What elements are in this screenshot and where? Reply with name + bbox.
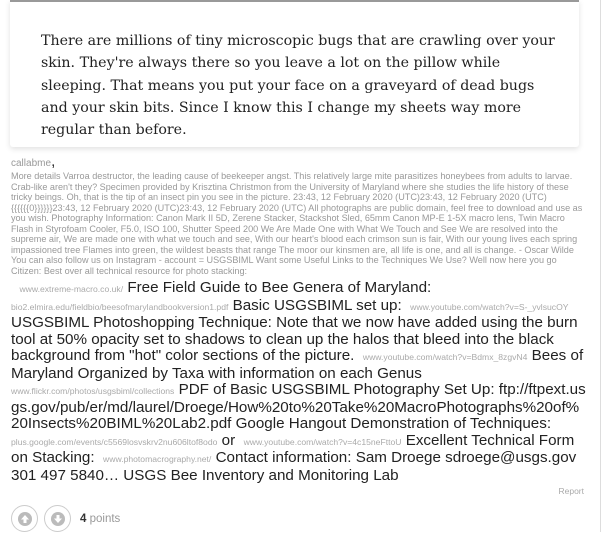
quote-card <box>10 0 579 147</box>
text-segment: Bees of Maryland Organized by Taxa with information on each Genus <box>11 347 584 382</box>
link-extreme-macro[interactable]: www.extreme-macro.co.uk/ <box>19 284 124 294</box>
link-youtube-setup[interactable]: www.youtube.com/watch?v=S-_yvlsucOY <box>410 301 569 312</box>
link-youtube-hangout[interactable]: www.youtube.com/watch?v=4c15neFttoU <box>243 436 402 447</box>
text-segment: Contact information: Sam Droege sdroege@usgs.gov 301 497 5840… USGS Bee Inventory and Monitoring Lab <box>11 449 577 484</box>
text-segment: Basic USGSBIML set up: <box>232 296 402 314</box>
links-text <box>11 280 586 484</box>
comma: , <box>51 153 56 170</box>
link-youtube-photoshop[interactable]: www.youtube.com/watch?v=Bdmx_8zgvN4 <box>362 352 528 362</box>
text-segment: USGSBIML Photoshopping Technique: Note that we now have added using the burn tool at 50% opacity set to shadows to clean up the halos that bleed into the black background from "hot" color sections of the picture. <box>11 314 578 364</box>
image-caption <box>11 153 586 497</box>
arrow-down-icon <box>51 512 65 526</box>
text-segment: Excellent Technical Form on Stacking: <box>11 431 575 466</box>
text-segment: PDF of Basic USGSBIML Photography Set Up: ftp://ftpext.usgs.gov/pub/er/md/laurel/Droege/How%20to%20Take%20MacroPhotographs%20of%20Insects%20BIML%20Lab2.pdf Google Hangout Demonstration of Techniques: <box>11 381 586 432</box>
link-photomacrography[interactable]: www.photomacrography.net/ <box>103 454 212 464</box>
scroll-edge <box>600 0 601 532</box>
points-number: 4 <box>80 512 87 525</box>
text-segment: or <box>221 431 236 449</box>
quote-text: There are millions of tiny microscopic bugs that are crawling over your skin. They're always there so you leave a lot on the pillow while sleeping. That means you put your face on a graveyard of dead bugs and your skin bits. Since I know this I change my sheets way more regular than before. <box>41 33 555 139</box>
report-link[interactable]: Report <box>558 486 584 496</box>
description-text: More details Varroa destructor, the leading cause of beekeeper angst. This relatively large mite parasitizes honeybees from adults to larvae. Crab-like aren't they? Specimen provided by Krisztina Christmon from the University of Maryland where she studies the life history of these tricky beings. Oh, that is the tip of an insect pin you see in the picture. 23:43, 12 February 2020 (UTC)23:43, 12 February 2020 (UTC){{{{{{0}}}}}}23:43, 12 February 2020 (UTC)23:43, 12 February 2020 (UTC) All photographs are public domain, feel free to download and use as you wish. Photography Information: Canon Mark II 5D, Zerene Stacker, Stackshot Sled, 65mm Canon MP-E 1-5X macro lens, Twin Macro Flash in Styrofoam Cooler, F5.0, ISO 100, Shutter Speed 200 We Are Made One with What We Touch and See We are resolved into the supreme air, We are made one with what we touch and see, With our heart's blood each crimson sun is fair, With our young lives each spring impassioned tree Flames into green, the wildest beasts that range The moor our kinsmen are, all life is one, and all is change. - Oscar Wilde You can also follow us on Instagram - account = USGSBIML Want some Useful Links to the Techniques We Use? Well now here you go Citizen: Best over all technical resource for photo stacking: <box>11 171 583 276</box>
upvote-button[interactable] <box>11 505 38 532</box>
link-bee-guide[interactable]: bio2.elmira.edu/fieldbio/beesofmarylandbookversion1.pdf <box>11 301 229 312</box>
link-flickr[interactable]: www.flickr.com/photos/usgsbiml/collections <box>11 386 175 396</box>
points-label: points <box>89 512 121 525</box>
link-google-plus[interactable]: plus.google.com/events/c5569losvskrv2nu606ltof8odo <box>11 436 218 447</box>
points-count <box>80 513 120 525</box>
vote-bar <box>11 505 605 532</box>
username-link[interactable]: callabme <box>11 158 52 169</box>
arrow-up-icon <box>18 512 32 526</box>
text-segment: Free Field Guide to Bee Genera of Maryland: <box>127 279 432 296</box>
downvote-button[interactable] <box>44 505 71 532</box>
